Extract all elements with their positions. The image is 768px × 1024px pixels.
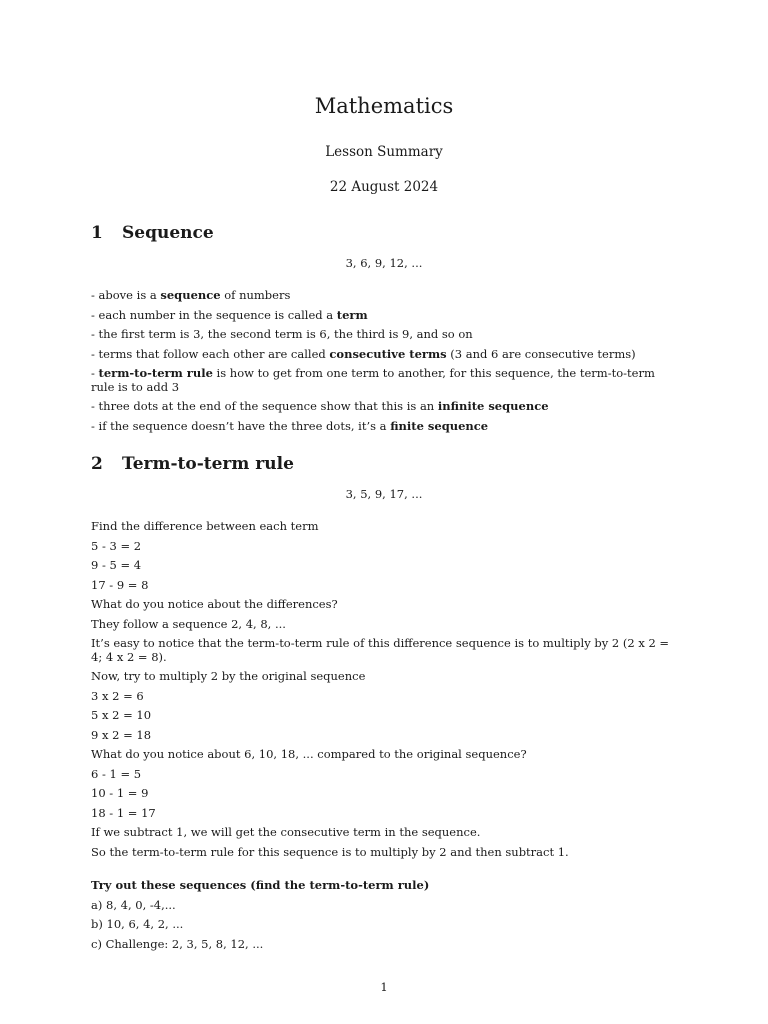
body-line: 17 - 9 = 8	[91, 577, 149, 592]
body-line: 9 - 5 = 4	[91, 558, 142, 572]
line-text: - the first term is 3, the second term is 6, the third is 9, and so on	[91, 327, 473, 341]
line-text: - above is a	[91, 288, 161, 302]
body-line: 9 x 2 = 18	[91, 727, 152, 742]
document-title: Mathematics	[314, 94, 454, 118]
line-text: -	[91, 366, 99, 380]
body-line: They follow a sequence 2, 4, 8, ...	[91, 616, 286, 631]
body-line: What do you notice about 6, 10, 18, ... compared to the original sequence?	[91, 747, 527, 761]
line-text: of numbers	[220, 288, 291, 302]
section-2-body	[91, 519, 681, 864]
bullet-line	[91, 347, 681, 361]
bold-term: term-to-term rule	[98, 366, 213, 380]
section-2-heading	[91, 454, 294, 474]
page-number: 1	[380, 980, 388, 994]
line-text: (3 and 6 are consecutive terms)	[446, 346, 636, 361]
bold-term: finite sequence	[390, 418, 489, 433]
body-line: If we subtract 1, we will get the consecutive term in the sequence.	[91, 825, 481, 839]
section-1-title: Sequence	[122, 223, 214, 243]
section-1-number: 1	[91, 223, 103, 243]
bullet-line	[91, 399, 681, 413]
section-1-sequence: 3, 6, 9, 12, ...	[345, 256, 423, 270]
line-text: - three dots at the end of the sequence show that this is an	[91, 399, 438, 413]
line-text: is how to get from one term to another, for this sequence, the term-to-term rule is to add 3	[91, 366, 655, 394]
exercise-item: b) 10, 6, 4, 2, ...	[91, 917, 184, 931]
body-line: Find the difference between each term	[91, 519, 319, 533]
section-1-bullets	[91, 288, 681, 438]
bullet-line	[91, 288, 681, 302]
exercise-item: a) 8, 4, 0, -4,...	[91, 897, 176, 912]
body-line: 5 x 2 = 10	[91, 708, 152, 722]
bold-term: infinite sequence	[437, 399, 549, 413]
exercises-block	[91, 878, 681, 956]
section-2-sequence: 3, 5, 9, 17, ...	[345, 487, 423, 501]
bullet-line	[91, 366, 681, 394]
section-2-title: Term-to-term rule	[122, 454, 294, 474]
exercise-item: c) Challenge: 2, 3, 5, 8, 12, ...	[91, 936, 264, 951]
exercises-heading: Try out these sequences (find the term-to-term rule)	[91, 878, 430, 892]
section-1-heading	[91, 223, 214, 243]
body-line: What do you notice about the differences?	[91, 597, 338, 611]
bullet-line	[91, 327, 681, 341]
body-line: 10 - 1 = 9	[91, 786, 149, 800]
bold-term: sequence	[160, 288, 221, 302]
body-line: 18 - 1 = 17	[91, 805, 156, 820]
document-subtitle: Lesson Summary	[325, 144, 443, 160]
body-line: It’s easy to notice that the term-to-term rule of this difference sequence is to multiply by 2 (2 x 2 = 4; 4 x 2 = 8).	[91, 636, 670, 664]
bullet-line	[91, 308, 681, 322]
document-date: 22 August 2024	[329, 179, 439, 195]
body-line: Now, try to multiply 2 by the original sequence	[91, 669, 366, 683]
bullet-line	[91, 419, 681, 433]
bold-term: consecutive terms	[329, 346, 447, 361]
line-text: - terms that follow each other are called	[91, 346, 330, 361]
body-line: 3 x 2 = 6	[91, 688, 144, 703]
body-line: 5 - 3 = 2	[91, 538, 142, 553]
section-2-number: 2	[91, 454, 103, 474]
body-line: So the term-to-term rule for this sequence is to multiply by 2 and then subtract 1.	[91, 844, 569, 859]
body-line: 6 - 1 = 5	[91, 766, 142, 781]
line-text: - if the sequence doesn’t have the three dots, it’s a	[91, 418, 391, 433]
line-text: - each number in the sequence is called a	[91, 307, 337, 322]
bold-term: term	[336, 307, 368, 322]
